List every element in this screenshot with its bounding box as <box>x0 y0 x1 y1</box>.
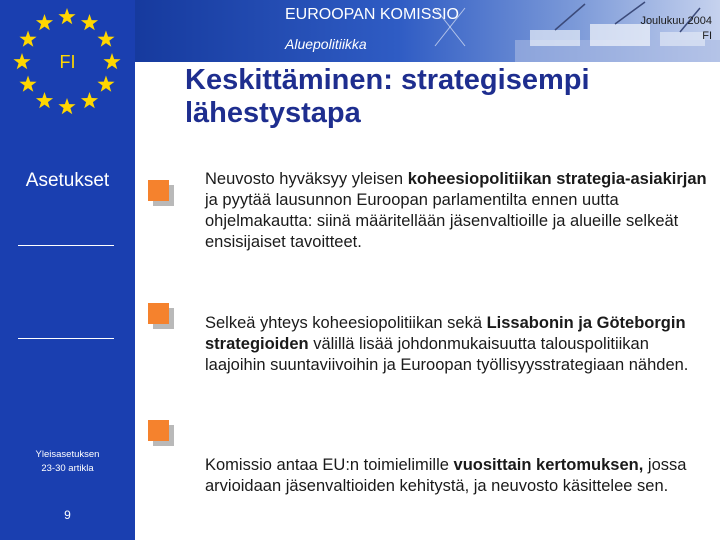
bullet-text-plain: välillä lisää johdonmukaisuutta talouspolitiikan laajoihin suuntaviivoihin ja Euroopan työllisyysstrategiaan nähden. <box>205 335 689 374</box>
date: Joulukuu 2004 <box>640 15 712 27</box>
star-icon <box>97 31 114 47</box>
star-icon <box>81 14 98 30</box>
regulation-reference-line: Yleisasetuksen <box>35 449 100 460</box>
star-icon <box>97 76 114 92</box>
regulation-reference-line: 23-30 artikla <box>41 463 94 474</box>
header-banner <box>135 0 720 62</box>
department-name: Aluepolitiikka <box>285 36 367 52</box>
bullet-square-icon <box>148 180 176 208</box>
sidebar <box>0 0 135 540</box>
sidebar-divider <box>18 338 114 339</box>
sidebar-title: Asetukset <box>25 170 110 191</box>
bullet-text-bold: vuosittain kertomuksen, <box>453 456 644 474</box>
star-icon <box>58 8 75 24</box>
bullet-text-plain: ja pyytää lausunnon Euroopan parlamentilta ennen uutta ohjelmakautta: siinä määritellään jäsenvaltioille ja alueille selkeät ensisijaiset tavoitteet. <box>205 191 679 251</box>
bullet-text-bold: koheesiopolitiikan strategia-asiakirjan <box>407 170 707 188</box>
bullet-square-icon <box>148 303 176 331</box>
slide-title-line: Keskittäminen: strategisempi <box>185 64 590 96</box>
date-label <box>640 14 712 44</box>
language-code: FI <box>702 30 712 42</box>
bullet-text-plain: Selkeä yhteys koheesiopolitiikan sekä <box>205 314 487 332</box>
bullet-square-icon <box>148 420 176 448</box>
bullet-text-plain: jossa arvioidaan jäsenvaltioiden kehitystä, ja neuvosto käsittelee sen. <box>205 456 687 495</box>
country-code: FI <box>59 52 76 72</box>
star-icon <box>58 98 75 114</box>
bullet-text-plain: Neuvosto hyväksyy yleisen <box>205 170 408 188</box>
page-number: 9 <box>64 508 71 522</box>
star-icon <box>19 31 36 47</box>
star-icon <box>81 92 98 108</box>
organization-name: EUROOPAN KOMISSIO <box>285 6 459 23</box>
bullet-text <box>205 169 710 253</box>
bullet-text <box>205 455 710 497</box>
star-icon <box>36 92 53 108</box>
bullet-text-plain: Komissio antaa EU:n toimielimille <box>205 456 454 474</box>
bullet-text <box>205 313 710 376</box>
sidebar-divider <box>18 245 114 246</box>
slide-title-line: lähestystapa <box>185 97 361 129</box>
regulation-reference <box>0 448 135 476</box>
star-icon <box>36 14 53 30</box>
slide-title <box>185 64 705 130</box>
star-icon <box>19 76 36 92</box>
bullet-text-bold: Lissabonin ja Göteborgin strategioiden <box>205 314 686 353</box>
